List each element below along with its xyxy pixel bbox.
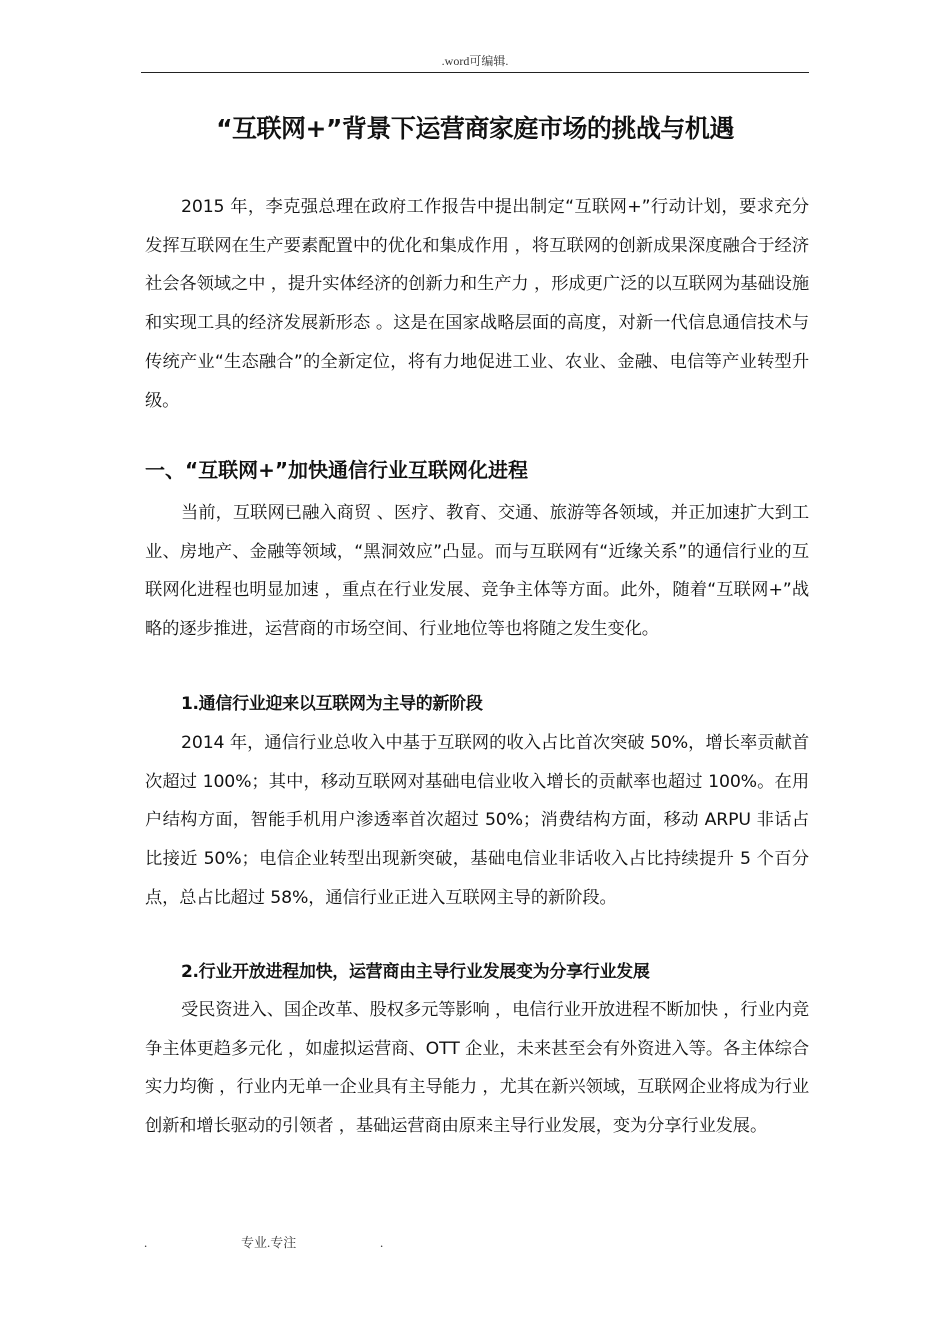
subsection-1-paragraph: 2014 年，通信行业总收入中基于互联网的收入占比首次突破 50%，增长率贡献首次超过 100%；其中，移动互联网对基础电信业收入增长的贡献率也超过 100%。在用户结构方面，智能手机用户渗透率首次超过 50%；消费结构方面，移动 ARPU 非话占比接近 50%；电信企业转型出现新突破，基础电信业非话收入占比持续提升 5 个百分点，总占比超过 58%，通信行业正进入互联网主导的新阶段。 xyxy=(145,733,809,908)
header-divider xyxy=(141,72,809,73)
section-1-paragraph: 当前，互联网已融入商贸 、医疗、教育、交通、旅游等各领域，并正加速扩大到工业、房地产、金融等领域，“黑洞效应”凸显。而与互联网有“近缘关系”的通信行业的互联网化进程也明显加速 ，重点在行业发展、竞争主体等方面。此外，随着“互联网+”战略的逐步推进，运营商的市场空间、行业地位等也将随之发生变化。 xyxy=(145,503,809,640)
document-title: “互联网+”背景下运营商家庭市场的挑战与机遇 xyxy=(216,113,734,143)
section-1-heading: 一、“互联网+”加快通信行业互联网化进程 xyxy=(145,458,529,482)
subsection-2-paragraph: 受民资进入、国企改革、股权多元等影响 ，电信行业开放进程不断加快 ，行业内竞争主体更趋多元化 ，如虚拟运营商、OTT 企业，未来甚至会有外资进入等。各主体综合实力均衡 ，行业内无单一企业具有主导能力 ，尤其在新兴领域，互联网企业将成为行业创新和增长驱动的引领者 ，基础运营商由原来主导行业发展，变为分享行业发展。 xyxy=(145,1000,809,1137)
footer-left-mark: . xyxy=(144,1235,148,1250)
footer-text: 专业.专注 xyxy=(241,1235,297,1250)
subsection-2-heading: 2.行业开放进程加快，运营商由主导行业发展变为分享行业发展 xyxy=(181,962,650,982)
page-header: .word可编辑. xyxy=(441,54,509,68)
footer-right-mark: . xyxy=(380,1235,384,1250)
subsection-1-heading: 1.通信行业迎来以互联网为主导的新阶段 xyxy=(181,694,483,714)
intro-paragraph: 2015 年，李克强总理在政府工作报告中提出制定“互联网+”行动计划，要求充分发挥互联网在生产要素配置中的优化和集成作用 ，将互联网的创新成果深度融合于经济社会各领域之中 ，提升实体经济的创新力和生产力 ，形成更广泛的以互联网为基础设施和实现工具的经济发展新形态 。这是在国家战略层面的高度，对新一代信息通信技术与传统产业“生态融合”的全新定位，将有力地促进工业、农业、金融、电信等产业转型升级。 xyxy=(145,197,809,411)
